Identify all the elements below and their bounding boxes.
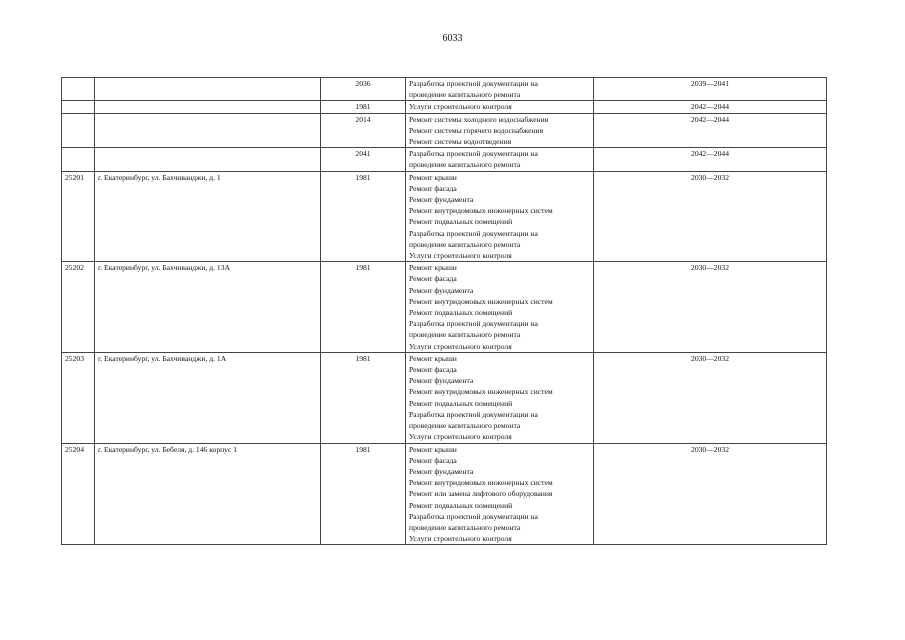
house-number-cell	[62, 113, 95, 148]
work-item: Услуги строительного контроля	[409, 341, 512, 351]
works-cell	[406, 113, 594, 148]
year-cell: 1981	[321, 171, 406, 262]
work-item: проведение капитального ремонта	[409, 522, 521, 532]
work-item: Ремонт подвальных помещений	[409, 500, 513, 510]
work-item: Ремонт фасада	[409, 274, 457, 284]
table-row	[62, 171, 827, 262]
address-cell	[95, 148, 321, 171]
work-item: Ремонт подвальных помещений	[409, 308, 513, 318]
work-item: Разработка проектной документации на	[409, 511, 538, 521]
work-item: Ремонт фасада	[409, 183, 457, 193]
work-item: Услуги строительного контроля	[409, 251, 512, 261]
works-cell	[406, 101, 594, 113]
work-item: Разработка проектной документации на	[409, 79, 538, 88]
address-cell: г. Екатеринбург, ул. Бебеля, д. 146 корпус 1	[95, 443, 321, 545]
period-cell: 2030—2032	[594, 443, 827, 545]
work-item: проведение капитального ремонта	[409, 160, 521, 170]
table-row	[62, 148, 827, 171]
year-cell: 1981	[321, 262, 406, 353]
address-cell	[95, 101, 321, 113]
repair-schedule-table	[61, 77, 827, 545]
work-item: Ремонт крыши	[409, 353, 457, 363]
work-item: Ремонт фундамента	[409, 376, 474, 386]
period-cell: 2030—2032	[594, 262, 827, 353]
house-number-cell	[62, 148, 95, 171]
work-item: Ремонт внутридомовых инженерных систем	[409, 478, 553, 488]
work-item: Ремонт фасада	[409, 365, 457, 375]
work-item: Разработка проектной документации на	[409, 319, 538, 329]
work-item: Ремонт фундамента	[409, 195, 474, 205]
work-item: Разработка проектной документации на	[409, 149, 538, 159]
page-number: 6033	[442, 33, 463, 44]
works-cell	[406, 352, 594, 443]
work-item: Ремонт фасада	[409, 455, 457, 465]
table-row	[62, 78, 827, 101]
table-row	[62, 262, 827, 353]
table-body	[62, 78, 827, 545]
work-item: Ремонт подвальных помещений	[409, 398, 513, 408]
work-item: Услуги строительного контроля	[409, 534, 512, 544]
work-item: Ремонт крыши	[409, 172, 457, 182]
work-item: Ремонт фундамента	[409, 285, 474, 295]
work-item: Ремонт внутридомовых инженерных систем	[409, 387, 553, 397]
year-cell: 1981	[321, 443, 406, 545]
table-row	[62, 113, 827, 148]
works-cell	[406, 262, 594, 353]
table-row	[62, 101, 827, 113]
work-item: Ремонт фундамента	[409, 466, 474, 476]
work-item: Услуги строительного контроля	[409, 102, 512, 112]
work-item: Ремонт внутридомовых инженерных систем	[409, 206, 553, 216]
work-item: Ремонт внутридомовых инженерных систем	[409, 296, 553, 306]
work-item: Ремонт крыши	[409, 263, 457, 273]
work-item: Ремонт или замена лифтового оборудования	[409, 489, 553, 499]
period-cell: 2030—2032	[594, 171, 827, 262]
period-cell: 2042—2044	[594, 101, 827, 113]
year-cell: 2041	[321, 148, 406, 171]
work-item: Разработка проектной документации на	[409, 228, 538, 238]
year-cell: 1981	[321, 352, 406, 443]
period-cell: 2042—2044	[594, 113, 827, 148]
work-item: проведение капитального ремонта	[409, 239, 521, 249]
period-cell: 2030—2032	[594, 352, 827, 443]
work-item: Ремонт системы горячего водоснабжения	[409, 125, 544, 135]
house-number-cell: 25201	[62, 171, 95, 262]
house-number-cell: 25203	[62, 352, 95, 443]
work-item: проведение капитального ремонта	[409, 90, 521, 100]
year-cell: 1981	[321, 101, 406, 113]
address-cell	[95, 78, 321, 101]
work-item: Ремонт системы водоотведения	[409, 137, 512, 147]
house-number-cell	[62, 78, 95, 101]
work-item: Ремонт подвальных помещений	[409, 217, 513, 227]
year-cell: 2014	[321, 113, 406, 148]
table-row	[62, 443, 827, 545]
works-cell	[406, 443, 594, 545]
work-item: проведение капитального ремонта	[409, 421, 521, 431]
works-cell	[406, 78, 594, 101]
work-item: Услуги строительного контроля	[409, 432, 512, 442]
house-number-cell	[62, 101, 95, 113]
period-cell: 2039—2041	[594, 78, 827, 101]
work-item: Разработка проектной документации на	[409, 409, 538, 419]
works-cell	[406, 171, 594, 262]
house-number-cell: 25202	[62, 262, 95, 353]
address-cell: г. Екатеринбург, ул. Бахчиванджи, д. 13А	[95, 262, 321, 353]
works-cell	[406, 148, 594, 171]
work-item: Ремонт системы холодного водоснабжения	[409, 114, 549, 124]
work-item: Ремонт крыши	[409, 444, 457, 454]
period-cell: 2042—2044	[594, 148, 827, 171]
year-cell: 2036	[321, 78, 406, 101]
house-number-cell: 25204	[62, 443, 95, 545]
work-item: проведение капитального ремонта	[409, 330, 521, 340]
address-cell	[95, 113, 321, 148]
address-cell: г. Екатеринбург, ул. Бахчиванджи, д. 1А	[95, 352, 321, 443]
address-cell: г. Екатеринбург, ул. Бахчиванджи, д. 1	[95, 171, 321, 262]
table-row	[62, 352, 827, 443]
